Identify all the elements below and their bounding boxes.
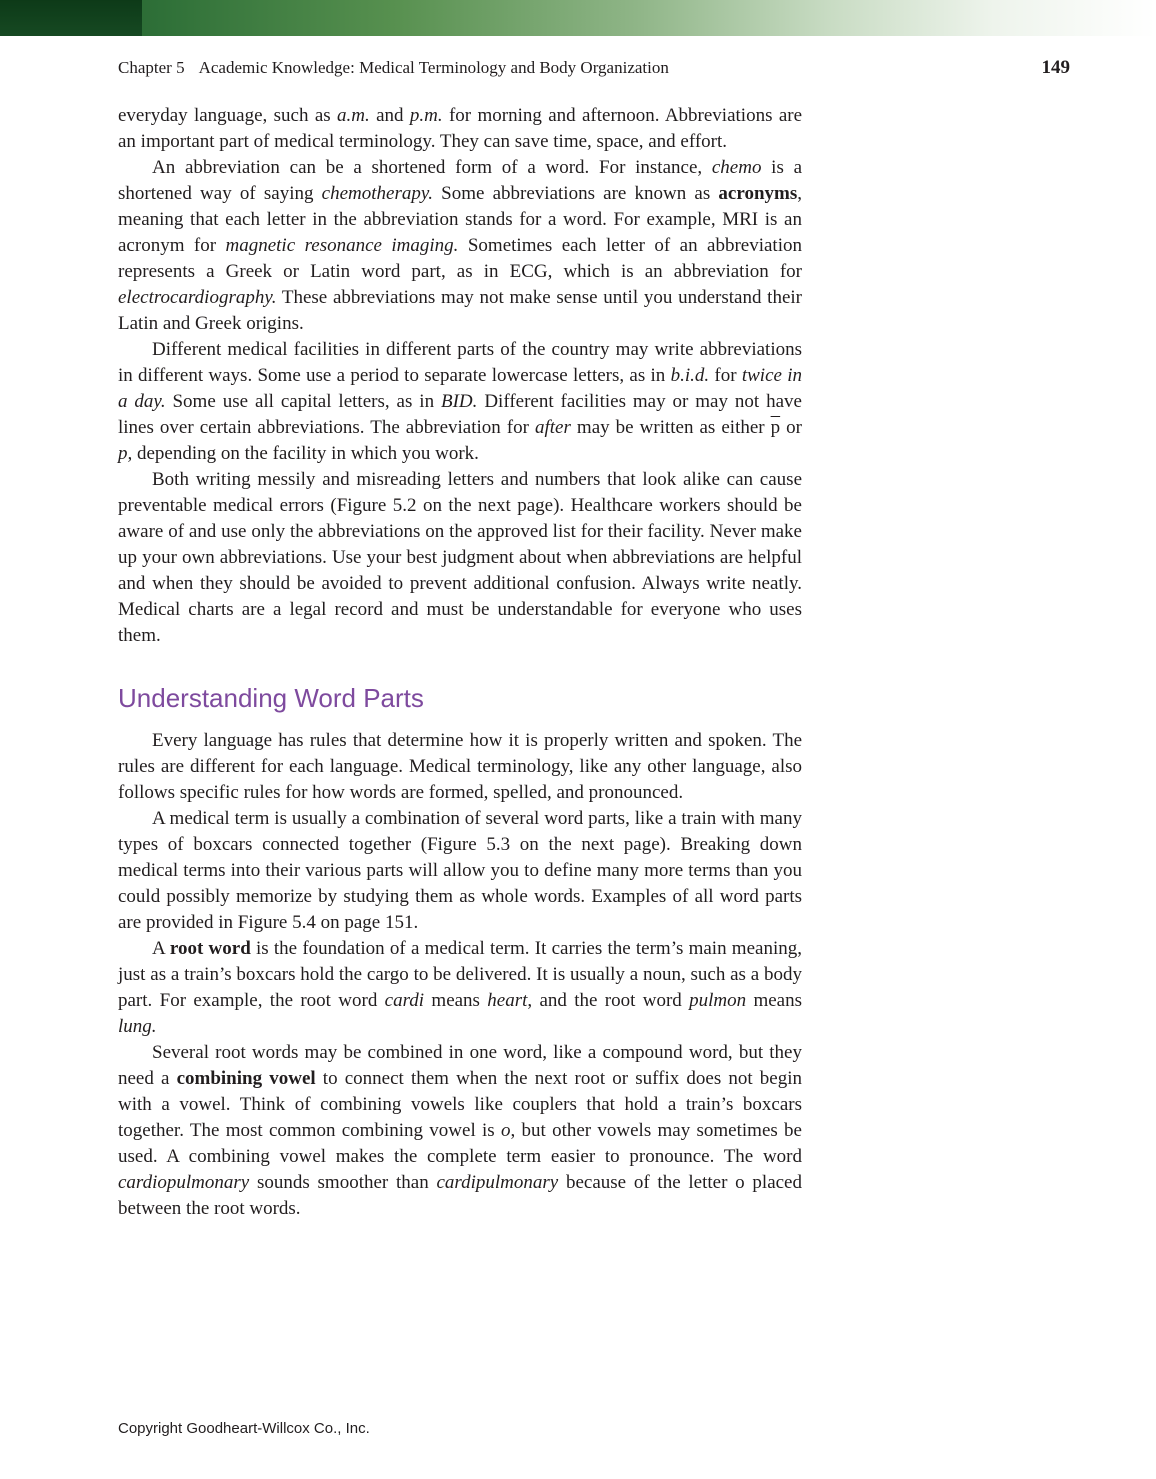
text-run: $\overline{p}$	[770, 417, 781, 438]
paragraph	[118, 155, 802, 337]
paragraph	[118, 467, 802, 649]
text-run: lung.	[118, 1016, 157, 1037]
page-number: 149	[1041, 57, 1070, 78]
text-run: a.m.	[337, 105, 370, 126]
text-run: heart	[487, 990, 528, 1011]
text-run: means	[424, 990, 488, 1011]
text-run: means	[746, 990, 802, 1011]
text-run: A medical term is usually a combination of several word parts, like a train with many types of boxcars connected together (Figure 5.3 on the next page). Breaking down medical terms into their various parts will allow you to define many more terms than you could possibly memorize by studying them as whole words. Examples of all word parts are provided in Figure 5.4 on page 151.	[118, 808, 802, 933]
text-run: p,	[118, 443, 133, 464]
text-run: Different medical facilities in different parts of the country may write abbreviations in different ways. Some use a period to separate lowercase letters, as in	[118, 339, 802, 386]
text-run: or	[780, 417, 803, 438]
chapter-heading	[118, 58, 669, 78]
text-run: cardipulmonary	[436, 1172, 559, 1193]
text-run: is the foundation of a medical term. It carries the term’s main meaning, just as a train’s boxcars hold the cargo to be delivered. It is usually a noun, such as a body part. For example, the root word	[118, 938, 802, 1011]
text-run: because of the letter o placed between the root words.	[118, 1172, 802, 1219]
text-run: for morning and afternoon. Abbreviations are an important part of medical terminology. They can save time, space, and effort.	[118, 105, 803, 152]
text-run: electrocardiography.	[118, 287, 277, 308]
body-text	[118, 103, 802, 1222]
chapter-title: Academic Knowledge: Medical Terminology and Body Organization	[198, 58, 669, 77]
running-head	[118, 57, 1070, 79]
text-run: combining vowel	[176, 1068, 316, 1089]
text-run: , and the root word	[527, 990, 690, 1011]
paragraph	[118, 337, 802, 467]
text-run: Several root words may be combined in one word, like a compound word, but they need a	[118, 1042, 802, 1089]
text-run: An abbreviation can be a shortened form of a word. For instance,	[152, 157, 712, 178]
text-run: These abbreviations may not make sense until you understand their Latin and Greek origins.	[118, 287, 802, 334]
section-heading: Understanding Word Parts	[118, 683, 424, 713]
text-run: cardi	[384, 990, 425, 1011]
text-run: root word	[169, 938, 251, 959]
paragraph	[118, 806, 802, 936]
text-run: , but other vowels may sometimes be used. A combining vowel makes the complete term easier to pronounce. The word	[118, 1120, 802, 1167]
copyright-footer: Copyright Goodheart-Willcox Co., Inc.	[118, 1420, 370, 1437]
text-run: and	[369, 105, 410, 126]
paragraph	[118, 1040, 802, 1222]
text-run: sounds smoother than	[249, 1172, 437, 1193]
text-run: Different facilities may or may not have lines over certain abbreviations. The abbreviation for	[118, 391, 802, 438]
text-run: cardiopulmonary	[118, 1172, 250, 1193]
header-band-corner	[0, 0, 142, 36]
text-run: chemotherapy.	[321, 183, 433, 204]
text-run: Some use all capital letters, as in	[165, 391, 441, 412]
text-run: o	[500, 1120, 511, 1141]
text-run: magnetic resonance imaging.	[225, 235, 459, 256]
text-run: everyday language, such as	[118, 105, 337, 126]
text-run: Both writing messily and misreading letters and numbers that look alike can cause preventable medical errors (Figure 5.2 on the next page). Healthcare workers should be aware of and use only the abbreviations on the approved list for their facility. Never make up your own abbreviations. Use your best judgment about when abbreviations are helpful and when they should be avoided to prevent additional confusion. Always write neatly. Medical charts are a legal record and must be understandable for everyone who uses them.	[118, 469, 802, 646]
text-run: chemo	[711, 157, 762, 178]
text-run: Sometimes each letter of an abbreviation represents a Greek or Latin word part, as in ECG, which is an abbreviation for	[118, 235, 802, 282]
text-run: depending on the facility in which you work.	[132, 443, 479, 464]
text-run: Every language has rules that determine how it is properly written and spoken. The rules are different for each language. Medical terminology, like any other language, also follows specific rules for how words are formed, spelled, and pronounced.	[118, 730, 802, 803]
paragraph	[118, 728, 802, 806]
text-run: acronyms	[718, 183, 798, 204]
chapter-label: Chapter 5	[118, 58, 185, 77]
text-run: Some abbreviations are known as	[432, 183, 719, 204]
text-run: may be written as either	[570, 417, 771, 438]
text-run: b.i.d.	[670, 365, 710, 386]
text-run: twice in a day.	[118, 365, 802, 412]
page-header-band	[0, 0, 1156, 36]
text-run: , meaning that each letter in the abbreviation stands for a word. For example, MRI is an acronym for	[118, 183, 802, 256]
paragraph	[118, 936, 802, 1040]
text-run: BID.	[441, 391, 478, 412]
text-run: pulmon	[689, 990, 747, 1011]
text-run: A	[152, 938, 170, 959]
text-run: is a shortened way of saying	[118, 157, 803, 204]
text-run: to connect them when the next root or suffix does not begin with a vowel. Think of combining vowels like couplers that hold a train’s boxcars together. The most common combining vowel is	[118, 1068, 802, 1141]
text-run: for	[709, 365, 742, 386]
text-run: after	[535, 417, 571, 438]
paragraph	[118, 103, 802, 155]
text-run: p.m.	[409, 105, 443, 126]
